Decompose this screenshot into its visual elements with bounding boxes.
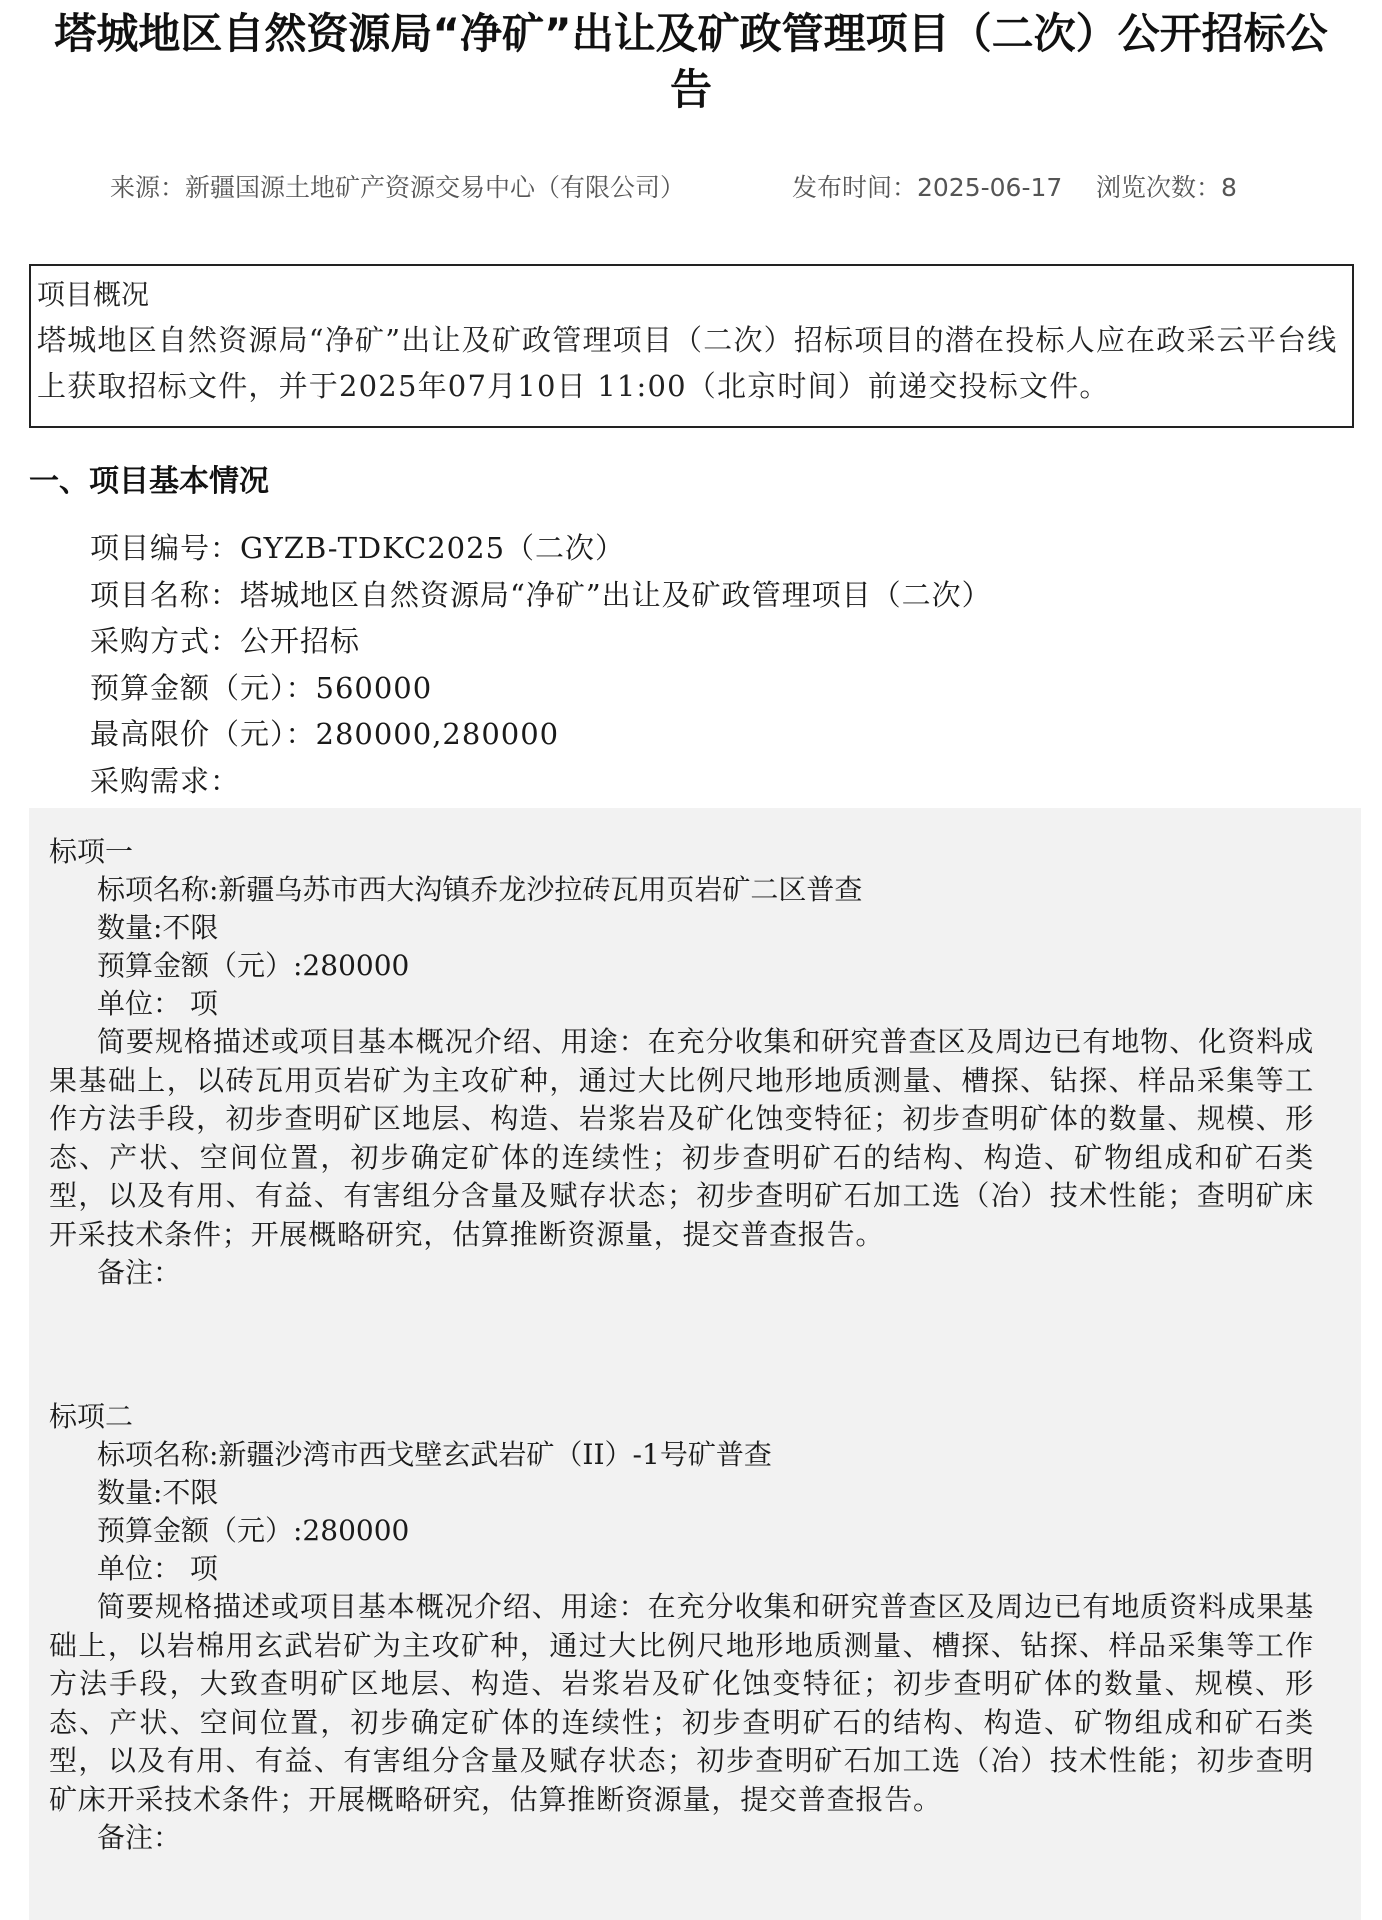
lot-remark: 备注：	[97, 1821, 182, 1854]
project-number: 项目编号：GYZB-TDKC2025（二次）	[90, 531, 626, 565]
summary-heading: 项目概况	[37, 278, 150, 311]
project-summary-box	[29, 264, 1354, 428]
lot-title: 标项二	[49, 1400, 134, 1433]
lot-budget: 预算金额（元）:280000	[97, 949, 410, 982]
lot-name: 标项名称:新疆乌苏市西大沟镇乔龙沙拉砖瓦用页岩矿二区普查	[97, 873, 863, 906]
lot-1	[49, 833, 1349, 1292]
view-count: 浏览次数：8	[1096, 173, 1237, 202]
lot-quantity: 数量:不限	[97, 911, 219, 944]
lot-quantity: 数量:不限	[97, 1476, 219, 1509]
project-name: 项目名称：塔城地区自然资源局“净矿”出让及矿政管理项目（二次）	[90, 577, 992, 612]
lot-unit: 单位： 项	[97, 1552, 218, 1585]
summary-body: 塔城地区自然资源局“净矿”出让及矿政管理项目（二次）招标项目的潜在投标人应在政采云平台线上获取招标文件，并于2025年07月10日 11:00（北京时间）前递交投标文件。	[37, 323, 1338, 403]
lot-budget: 预算金额（元）:280000	[97, 1514, 410, 1547]
lot-remark: 备注：	[97, 1256, 182, 1289]
lot-description: 简要规格描述或项目基本概况介绍、用途：在充分收集和研究普查区及周边已有地质资料成果基础上，以岩棉用玄武岩矿为主攻矿种，通过大比例尺地形地质测量、槽探、钻探、样品采集等工作方法手段，大致查明矿区地层、构造、岩浆岩及矿化蚀变特征；初步查明矿体的数量、规模、形态、产状、空间位置，初步确定矿体的连续性；初步查明矿石的结构、构造、矿物组成和矿石类型，以及有用、有益、有害组分含量及赋存状态；初步查明矿石加工选（冶）技术性能；初步查明矿床开采技术条件；开展概略研究，估算推断资源量，提交普查报告。	[49, 1590, 1314, 1816]
section-heading-basic-info: 一、项目基本情况	[29, 464, 269, 499]
basic-info-list	[90, 525, 1350, 804]
lot-unit: 单位： 项	[97, 987, 218, 1020]
procurement-requirements	[29, 808, 1361, 1920]
source-label: 来源：新疆国源土地矿产资源交易中心（有限公司）	[110, 173, 686, 202]
lot-description: 简要规格描述或项目基本概况介绍、用途：在充分收集和研究普查区及周边已有地物、化资料成果基础上，以砖瓦用页岩矿为主攻矿种，通过大比例尺地形地质测量、槽探、钻探、样品采集等工作方法手段，初步查明矿区地层、构造、岩浆岩及矿化蚀变特征；初步查明矿体的数量、规模、形态、产状、空间位置，初步确定矿体的连续性；初步查明矿石的结构、构造、矿物组成和矿石类型，以及有用、有益、有害组分含量及赋存状态；初步查明矿石加工选（冶）技术性能；查明矿床开采技术条件；开展概略研究，估算推断资源量，提交普查报告。	[49, 1025, 1314, 1251]
page-title: 塔城地区自然资源局“净矿”出让及矿政管理项目（二次）公开招标公告	[54, 9, 1328, 114]
max-price: 最高限价（元）：280000,280000	[90, 717, 560, 751]
lot-title: 标项一	[49, 835, 134, 868]
budget-amount: 预算金额（元）：560000	[90, 670, 433, 705]
procurement-method: 采购方式：公开招标	[90, 624, 361, 658]
lot-name: 标项名称:新疆沙湾市西戈壁玄武岩矿（II）-1号矿普查	[97, 1438, 772, 1471]
requirement-label: 采购需求：	[90, 763, 241, 798]
publish-time: 发布时间：2025-06-17	[792, 173, 1063, 202]
lot-2	[49, 1398, 1349, 1857]
